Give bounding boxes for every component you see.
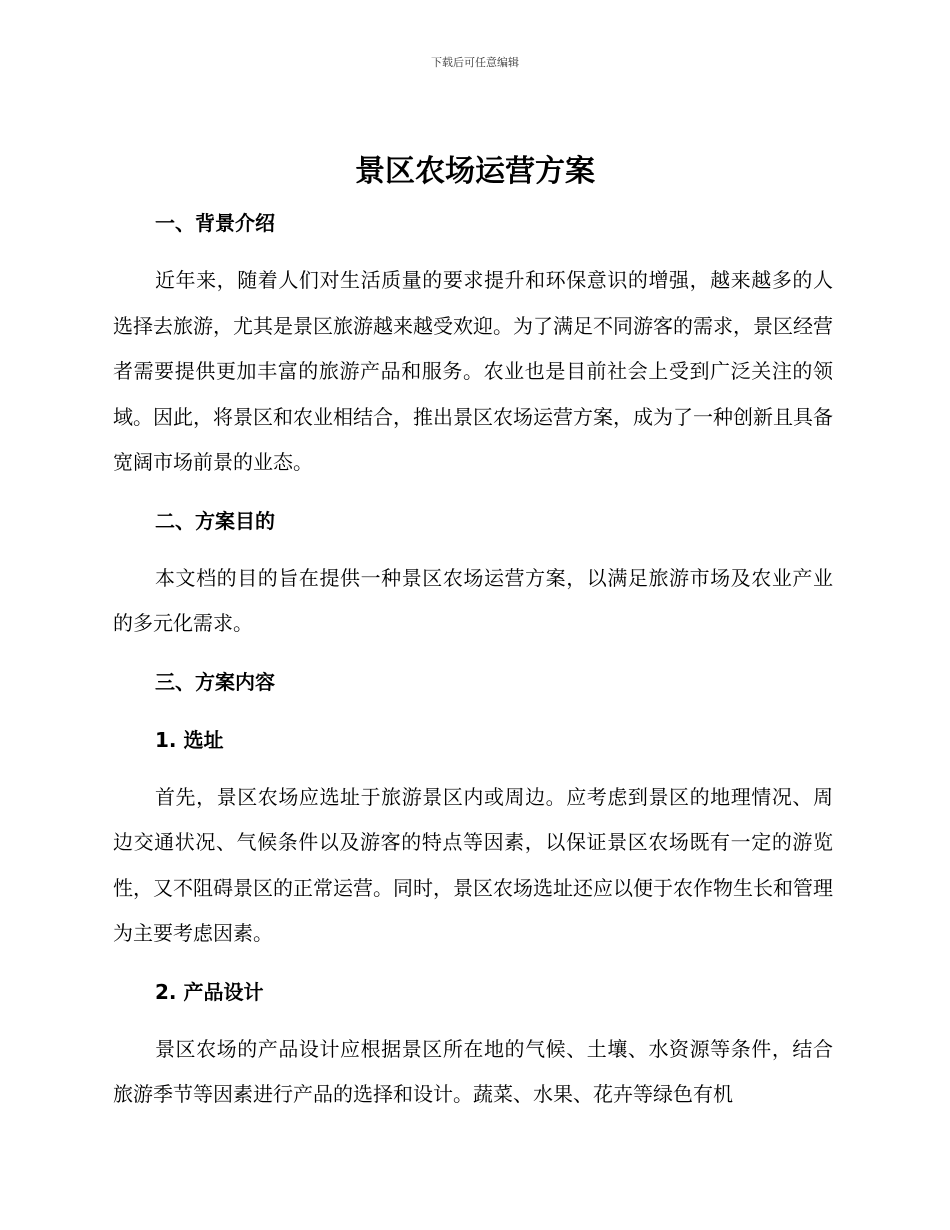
paragraph-background: 近年来，随着人们对生活质量的要求提升和环保意识的增强，越来越多的人选择去旅游，尤其是景区旅游越来越受欢迎。为了满足不同游客的需求，景区经营者需要提供更加丰富的旅游产品和服务。农业也是目前社会上受到广泛关注的领域。因此，将景区和农业相结合，推出景区农场运营方案，成为了一种创新且具备宽阔市场前景的业态。 [113,268,833,474]
subsection-heading-site: 1. 选址 [155,727,224,752]
document-body [113,200,833,1118]
paragraph-product: 景区农场的产品设计应根据景区所在地的气候、土壤、水资源等条件，结合旅游季节等因素进行产品的选择和设计。蔬菜、水果、花卉等绿色有机 [113,1036,833,1106]
paragraph-purpose: 本文档的目的旨在提供一种景区农场运营方案，以满足旅游市场及农业产业的多元化需求。 [113,565,833,635]
section-heading-content: 三、方案内容 [155,669,275,694]
section-heading-purpose: 二、方案目的 [155,508,275,533]
section-heading-background: 一、背景介绍 [155,211,275,235]
document-title: 景区农场运营方案 [355,154,595,189]
subsection-heading-product: 2. 产品设计 [155,979,264,1004]
paragraph-site: 首先，景区农场应选址于旅游景区内或周边。应考虑到景区的地理情况、周边交通状况、气候条件以及游客的特点等因素，以保证景区农场既有一定的游览性，又不阻碍景区的正常运营。同时，景区农场选址还应以便于农作物生长和管理为主要考虑因素。 [113,784,833,945]
header-note: 下载后可任意编辑 [431,56,519,69]
